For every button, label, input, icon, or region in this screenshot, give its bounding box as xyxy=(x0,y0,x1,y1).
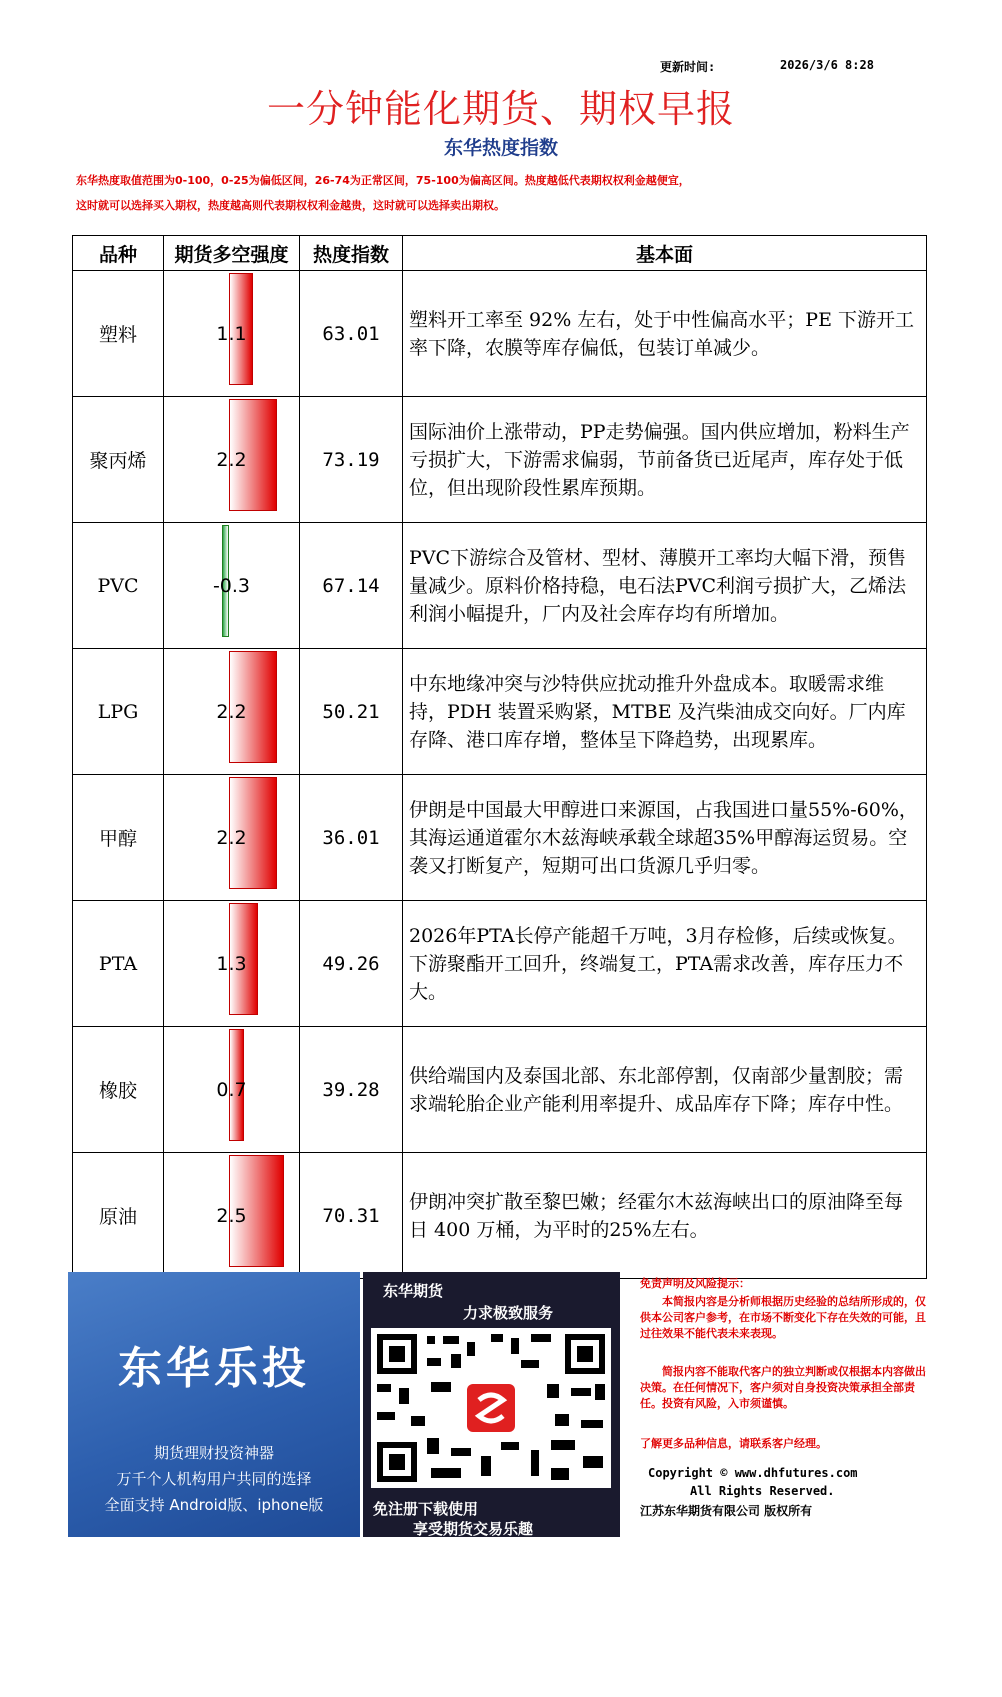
product-name: 橡胶 xyxy=(73,1027,164,1153)
heat-index: 70.31 xyxy=(300,1153,403,1279)
report-table xyxy=(72,235,927,1279)
fundamentals-text: 中东地缘冲突与沙特供应扰动推升外盘成本。取暖需求维持，PDH 装置采购紧，MTBE 及汽柴油成交向好。厂内库存降、港口库存增，整体呈下降趋势，出现累库。 xyxy=(403,649,927,775)
disclaimer-p1: 本简报内容是分析师根据历史经验的总结所形成的，仅供本公司客户参考，在市场不断变化下存在失效的可能，且过往效果不能代表未来表现。 xyxy=(640,1295,926,1340)
qr-enjoy-text: 享受期货交易乐趣 xyxy=(413,1520,534,1538)
product-name: PVC xyxy=(73,523,164,649)
page-title: 一分钟能化期货、期权早报 xyxy=(266,87,735,131)
banner-brand: 东华乐投 xyxy=(118,1343,310,1394)
strength-value: 1.3 xyxy=(216,952,247,975)
strength-cell xyxy=(164,649,300,775)
fundamentals-text: 2026年PTA长停产能超千万吨，3月存检修，后续或恢复。下游聚酯开工回升，终端复工，PTA需求改善，库存压力不大。 xyxy=(403,901,927,1027)
strength-value: -0.3 xyxy=(212,574,251,597)
heat-index: 63.01 xyxy=(300,271,403,397)
heat-note-line1: 东华热度取值范围为0-100，0-25为偏低区间，26-74为正常区间，75-100为偏高区间。热度越低代表期权权利金越便宜， xyxy=(76,174,690,187)
app-banner[interactable] xyxy=(68,1272,360,1537)
copyright-line: Copyright © www.dhfutures.com xyxy=(648,1466,858,1480)
heat-index: 49.26 xyxy=(300,901,403,1027)
col-header-heat: 热度指数 xyxy=(300,236,403,271)
disclaimer-p2: 简报内容不能取代客户的独立判断或仅根据本内容做出决策。在任何情况下，客户须对自身投资决策承担全部责任。投资有风险，入市须谨慎。 xyxy=(640,1365,926,1410)
strength-cell xyxy=(164,775,300,901)
fundamentals-text: 供给端国内及泰国北部、东北部停割，仅南部少量割胶；需求端轮胎企业产能利用率提升、成品库存下降；库存中性。 xyxy=(403,1027,927,1153)
product-name: LPG xyxy=(73,649,164,775)
qr-company: 东华期货 xyxy=(383,1282,444,1300)
qr-panel[interactable] xyxy=(363,1272,620,1537)
strength-cell xyxy=(164,901,300,1027)
fundamentals-text: 国际油价上涨带动，PP走势偏强。国内供应增加，粉料生产亏损扩大，下游需求偏弱，节前备货已近尾声，库存处于低位，但出现阶段性累库预期。 xyxy=(403,397,927,523)
strength-value: 2.2 xyxy=(216,448,247,471)
fundamentals-text: 伊朗是中国最大甲醇进口来源国，占我国进口量55%-60%，其海运通道霍尔木兹海峡承载全球超35%甲醇海运贸易。空袭又打断复产，短期可出口货源几乎归零。 xyxy=(403,775,927,901)
table-row xyxy=(73,649,927,775)
table-row xyxy=(73,397,927,523)
table-header-row xyxy=(73,236,927,271)
col-header-strength: 期货多空强度 xyxy=(164,236,300,271)
heat-index: 50.21 xyxy=(300,649,403,775)
qr-code-icon[interactable] xyxy=(371,1328,611,1488)
update-time: 2026/3/6 8:28 xyxy=(780,58,874,72)
strength-value: 0.7 xyxy=(216,1078,247,1101)
table-row xyxy=(73,775,927,901)
heat-note-line2: 这时就可以选择买入期权，热度越高则代表期权权利金越贵，这时就可以选择卖出期权。 xyxy=(76,199,505,212)
table-row xyxy=(73,901,927,1027)
qr-slogan: 力求极致服务 xyxy=(463,1304,554,1322)
heat-index: 67.14 xyxy=(300,523,403,649)
rights-line: All Rights Reserved. xyxy=(690,1484,835,1498)
col-header-name: 品种 xyxy=(73,236,164,271)
disclaimer-contact: 了解更多品种信息，请联系客户经理。 xyxy=(640,1437,827,1450)
table-row xyxy=(73,271,927,397)
fundamentals-text: 伊朗冲突扩散至黎巴嫩；经霍尔木兹海峡出口的原油降至每日 400 万桶，为平时的25%左右。 xyxy=(403,1153,927,1279)
strength-value: 1.1 xyxy=(216,322,247,345)
page-subtitle: 东华热度指数 xyxy=(443,137,558,159)
strength-value: 2.2 xyxy=(216,826,247,849)
product-name: 塑料 xyxy=(73,271,164,397)
strength-cell xyxy=(164,1027,300,1153)
qr-download-text: 免注册下载使用 xyxy=(373,1500,479,1518)
col-header-basic: 基本面 xyxy=(403,236,927,271)
product-name: 甲醇 xyxy=(73,775,164,901)
banner-line3: 全面支持 Android版、iphone版 xyxy=(104,1496,324,1514)
banner-line2: 万千个人机构用户共同的选择 xyxy=(116,1470,312,1488)
heat-index: 73.19 xyxy=(300,397,403,523)
strength-value: 2.2 xyxy=(216,700,247,723)
product-name: PTA xyxy=(73,901,164,1027)
table-row xyxy=(73,1153,927,1279)
strength-cell xyxy=(164,397,300,523)
company-line: 江苏东华期货有限公司 版权所有 xyxy=(640,1504,813,1518)
product-name: 原油 xyxy=(73,1153,164,1279)
strength-cell xyxy=(164,523,300,649)
fundamentals-text: 塑料开工率至 92% 左右，处于中性偏高水平；PE 下游开工率下降，农膜等库存偏低，包装订单减少。 xyxy=(403,271,927,397)
disclaimer-title: 免责声明及风险提示： xyxy=(640,1277,750,1290)
banner-line1: 期货理财投资神器 xyxy=(153,1444,274,1462)
strength-value: 2.5 xyxy=(216,1204,247,1227)
strength-cell xyxy=(164,1153,300,1279)
fundamentals-text: PVC下游综合及管材、型材、薄膜开工率均大幅下滑，预售量减少。原料价格持稳，电石法PVC利润亏损扩大，乙烯法利润小幅提升，厂内及社会库存均有所增加。 xyxy=(403,523,927,649)
table-row xyxy=(73,523,927,649)
product-name: 聚丙烯 xyxy=(73,397,164,523)
strength-cell xyxy=(164,271,300,397)
update-label: 更新时间: xyxy=(660,60,716,74)
heat-index: 36.01 xyxy=(300,775,403,901)
heat-index: 39.28 xyxy=(300,1027,403,1153)
table-row xyxy=(73,1027,927,1153)
